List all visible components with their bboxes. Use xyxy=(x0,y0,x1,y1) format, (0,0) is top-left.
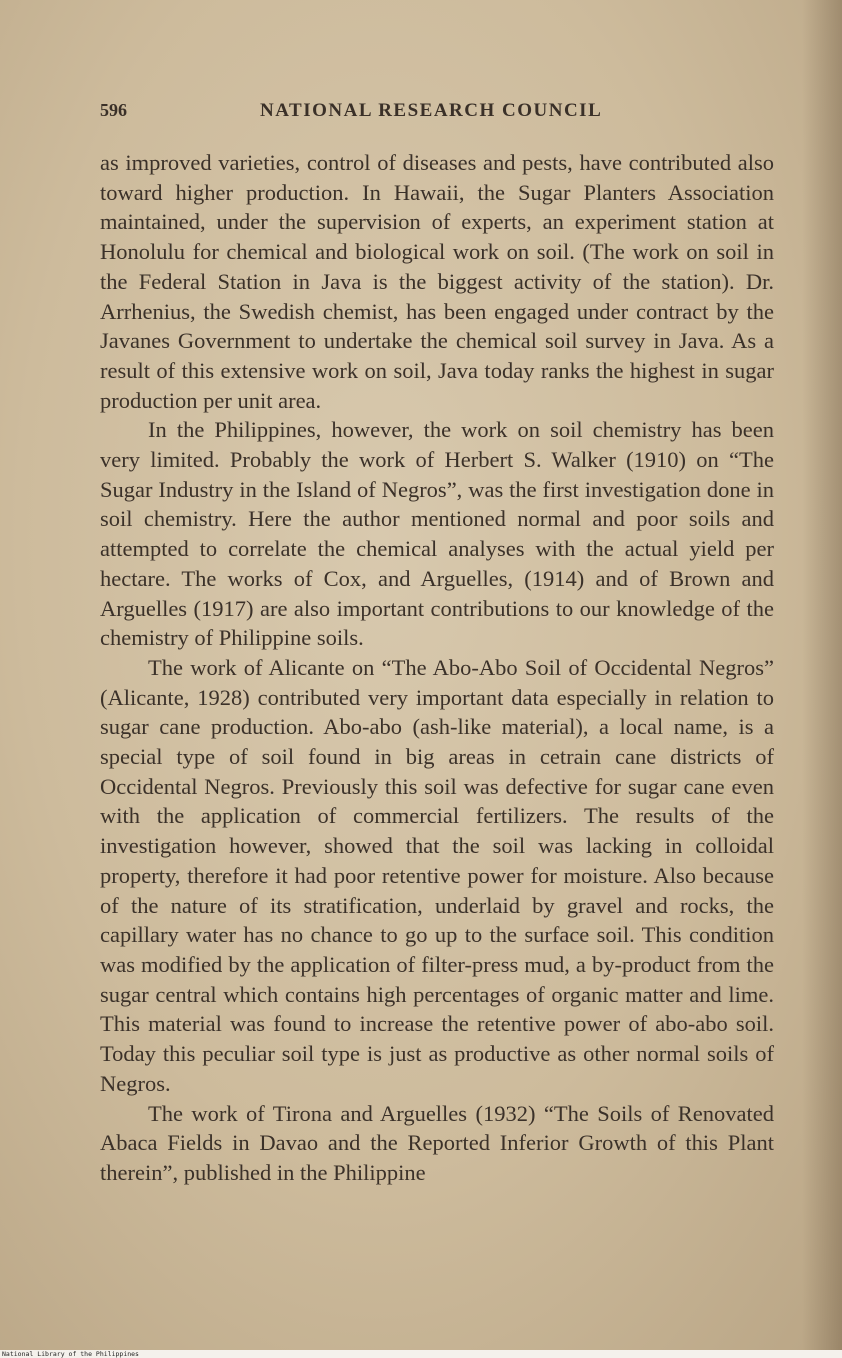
paragraph-alicante-abo-abo: The work of Alicante on “The Abo-Abo Soil of Occidental Negros” (Alicante, 1928) contributed very important data especially in relation to sugar cane production. Abo-abo (ash-like material), a local name, is a special type of soil found in big areas in cetrain cane districts of Occidental Negros. Previously this soil was defective for sugar cane even with the application of commercial fertilizers. The results of the investigation however, showed that the soil was lacking in colloidal property, therefore it had poor retentive power for moisture. Also because of the nature of its stratification, underlaid by gravel and rocks, the capillary water has no chance to go up to the surface soil. This condition was modified by the application of filter-press mud, a by-product from the sugar central which contains high percentages of organic matter and lime. This material was found to increase the retentive power of abo-abo soil. Today this peculiar soil type is just as productive as other normal soils of Negros. xyxy=(100,654,774,1096)
page-number: 596 xyxy=(100,100,127,120)
page-edge-shadow xyxy=(802,0,842,1350)
library-watermark: National Library of the Philippines xyxy=(2,1350,139,1358)
paragraph-philippines-soil-chemistry: In the Philippines, however, the work on soil chemistry has been very limited. Probably the work of Herbert S. Walker (1910) on “The Sugar Industry in the Island of Negros”, was the first investigation done in soil chemistry. Here the author mentioned normal and poor soils and attempted to correlate the chemical analyses with the actual yield per hectare. The works of Cox, and Arguelles, (1914) and of Brown and Arguelles (1917) are also important contributions to our knowledge of the chemistry of Philippine soils. xyxy=(100,417,774,651)
running-head: NATIONAL RESEARCH COUNCIL xyxy=(260,100,603,121)
page-header xyxy=(100,100,770,128)
paragraph-continued: as improved varieties, control of diseases and pests, have contributed also toward higher production. In Hawaii, the Sugar Planters Association maintained, under the supervision of experts, an experiment station at Honolulu for chemical and biological work on soil. (The work on soil in the Federal Station in Java is the biggest activity of the station). Dr. Arrhenius, the Swedish chemist, has been engaged under contract by the Javanes Government to undertake the chemical soil survey in Java. As a result of this extensive work on soil, Java today ranks the highest in sugar production per unit area. xyxy=(100,150,774,413)
body-text xyxy=(100,148,774,1188)
paragraph-tirona-arguelles: The work of Tirona and Arguelles (1932) “The Soils of Renovated Abaca Fields in Davao and the Reported Inferior Growth of this Plant therein”, published in the Philippine xyxy=(100,1100,774,1185)
footer-bar xyxy=(0,1350,842,1358)
